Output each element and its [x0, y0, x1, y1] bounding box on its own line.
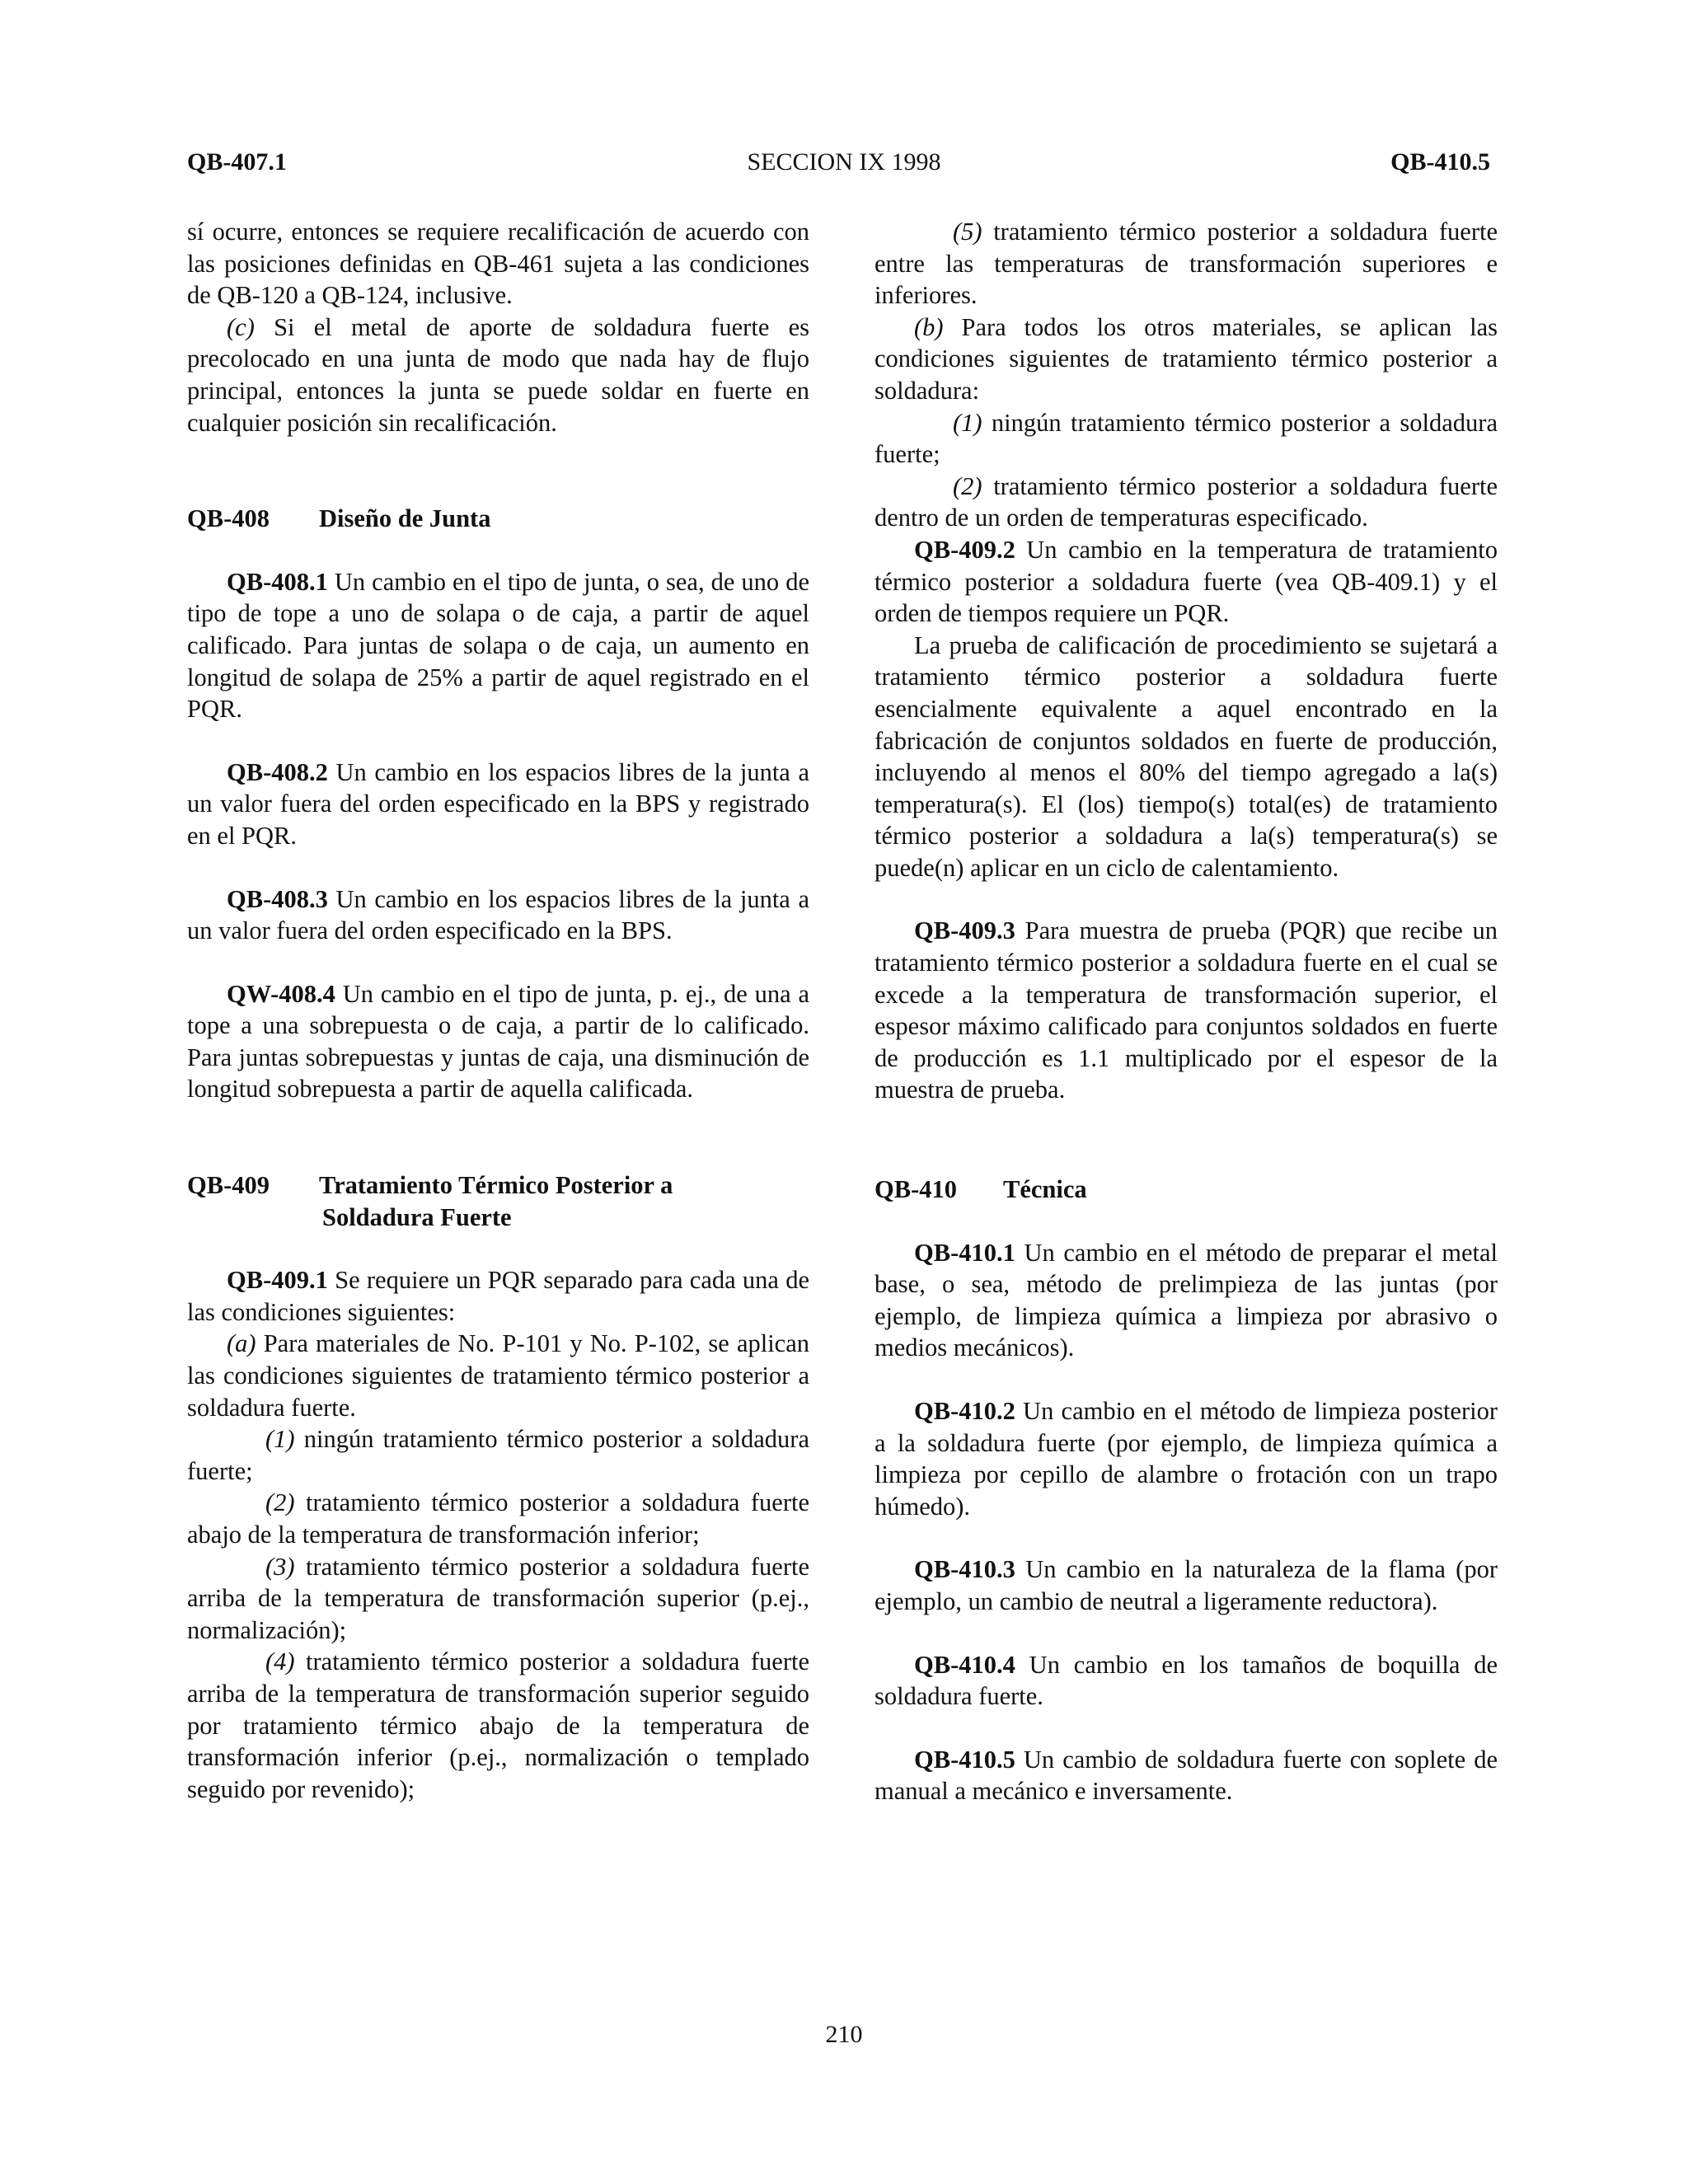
paragraph-qb-410-4	[874, 1649, 1498, 1713]
list-item-b2	[874, 471, 1498, 534]
paragraph-qb-409-1	[187, 1264, 809, 1328]
paragraph-text: ningún tratamiento térmico posterior a soldadura fuerte;	[187, 1425, 809, 1485]
paragraph-text: Un cambio en el tipo de junta, o sea, de uno de tipo de tope a uno de solapa o de caja, a partir de aquel calificado. Para juntas de solapa o de caja, un aumento en longitud de solapa de 25% a partir de aquel registrado en el PQR.	[187, 567, 809, 724]
item-label: (a)	[227, 1329, 256, 1358]
item-label: (2)	[953, 471, 982, 500]
paragraph-text: Un cambio en los tamaños de boquilla de soldadura fuerte.	[874, 1650, 1498, 1711]
paragraph-continuation	[187, 216, 809, 312]
paragraph-text: Un cambio en el tipo de junta, p. ej., de una a tope a una sobrepuesta o de caja, a partir de lo calificado. Para juntas sobrepuestas y juntas de caja, una disminución de longitud sobrepuesta a partir de aquella calificada.	[187, 979, 809, 1104]
paragraph-text: Un cambio en el método de limpieza posterior a la soldadura fuerte (por ejemplo, de limpieza química a limpieza por cepillo de alambre o frotación con un trapo húmedo).	[874, 1397, 1498, 1521]
section-title-line-1: Tratamiento Térmico Posterior a	[319, 1171, 673, 1200]
paragraph-text: tratamiento térmico posterior a soldadura fuerte arriba de la temperatura de transformación superior seguido por tratamiento térmico abajo de la temperatura de transformación inferior (p.ej., normalización o templado seguido por revenido);	[187, 1647, 809, 1803]
clause-ref: QB-408.1	[227, 567, 328, 596]
section-title: Diseño de Junta	[319, 504, 491, 533]
list-item-5	[874, 216, 1498, 312]
section-heading-410	[874, 1174, 1498, 1206]
section-title: Técnica	[1003, 1175, 1087, 1204]
clause-ref: QB-409.2	[914, 535, 1015, 564]
paragraph-qb-408-1	[187, 566, 809, 725]
paragraph-text: ningún tratamiento térmico posterior a soldadura fuerte;	[874, 408, 1498, 469]
paragraph-text: Un cambio de soldadura fuerte con soplete de manual a mecánico e inversamente.	[874, 1745, 1498, 1806]
paragraph-a	[187, 1328, 809, 1423]
clause-ref: QB-410.3	[914, 1555, 1015, 1584]
header-section-title: SECCION IX 1998	[747, 148, 941, 176]
paragraph-text: Se requiere un PQR separado para cada una de las condiciones siguientes:	[187, 1266, 809, 1326]
section-title	[319, 1169, 809, 1233]
paragraph-text: tratamiento térmico posterior a soldadura fuerte dentro de un orden de temperaturas especificado.	[874, 471, 1498, 532]
paragraph-qw-408-4	[187, 978, 809, 1105]
paragraph-text: Un cambio en los espacios libres de la junta a un valor fuera del orden especificado en la BPS.	[187, 884, 809, 945]
paragraph-qb-410-3	[874, 1554, 1498, 1617]
item-label: (5)	[953, 218, 982, 246]
paragraph-text: Para materiales de No. P-101 y No. P-102, se aplican las condiciones siguientes de tratamiento térmico posterior a soldadura fuerte.	[187, 1329, 809, 1422]
paragraph-text: Un cambio en los espacios libres de la junta a un valor fuera del orden especificado en la BPS y registrado en el PQR.	[187, 757, 809, 850]
paragraph-qb-409-3	[874, 915, 1498, 1106]
section-title-line-2: Soldadura Fuerte	[322, 1202, 512, 1231]
section-number: QB-410	[874, 1175, 957, 1204]
left-column	[187, 216, 809, 1805]
list-item-2	[187, 1487, 809, 1550]
paragraph-c	[187, 312, 809, 438]
item-label: (2)	[265, 1488, 295, 1517]
paragraph-text: tratamiento térmico posterior a soldadura fuerte abajo de la temperatura de transformación inferior;	[187, 1488, 809, 1549]
section-number: QB-408	[187, 504, 270, 533]
item-label: (c)	[227, 312, 255, 341]
section-heading-409	[187, 1169, 809, 1233]
paragraph-qb-410-2	[874, 1395, 1498, 1522]
paragraph-text: Para todos los otros materiales, se aplican las condiciones siguientes de tratamiento térmico posterior a soldadura:	[874, 312, 1498, 405]
paragraph-qb-410-1	[874, 1237, 1498, 1364]
clause-ref: QB-410.4	[914, 1650, 1015, 1679]
section-number: QB-409	[187, 1171, 270, 1200]
clause-ref: QB-409.1	[227, 1266, 328, 1295]
paragraph-prueba	[874, 630, 1498, 884]
page-number: 210	[825, 2021, 863, 2048]
paragraph-text: Un cambio en la temperatura de tratamiento térmico posterior a soldadura fuerte (vea QB-409.1) y el orden de tiempos requiere un PQR.	[874, 535, 1498, 628]
paragraph-qb-410-5	[874, 1744, 1498, 1807]
clause-ref: QB-408.3	[227, 884, 328, 913]
paragraph-b	[874, 312, 1498, 407]
item-label: (1)	[265, 1425, 295, 1454]
item-label: (3)	[265, 1552, 295, 1581]
clause-ref: QB-408.2	[227, 757, 328, 786]
item-label: (4)	[265, 1647, 295, 1676]
clause-ref: QW-408.4	[227, 979, 335, 1008]
list-item-3	[187, 1551, 809, 1647]
paragraph-text: La prueba de calificación de procedimiento se sujetará a tratamiento térmico posterior a soldadura fuerte esencialmente equivalente a aquel encontrado en la fabricación de conjuntos soldados en fuerte de producción, incluyendo al menos el 80% del tiempo agregado a la(s) temperatura(s). El (los) tiempo(s) total(es) de tratamiento térmico posterior a soldadura a la(s) temperatura(s) se puede(n) aplicar en un ciclo de calentamiento.	[874, 630, 1498, 882]
section-heading-408	[187, 503, 809, 535]
paragraph-text: Un cambio en la naturaleza de la flama (por ejemplo, un cambio de neutral a ligeramente reductora).	[874, 1555, 1498, 1615]
paragraph-qb-408-3	[187, 883, 809, 947]
clause-ref: QB-409.3	[914, 916, 1015, 945]
item-label: (b)	[914, 312, 944, 341]
clause-ref: QB-410.5	[914, 1745, 1015, 1774]
paragraph-text: tratamiento térmico posterior a soldadura fuerte entre las temperaturas de transformación superiores e inferiores.	[874, 218, 1498, 310]
paragraph-text: tratamiento térmico posterior a soldadura fuerte arriba de la temperatura de transformación superior (p.ej., normalización);	[187, 1552, 809, 1644]
list-item-1	[187, 1423, 809, 1487]
paragraph-qb-409-2	[874, 534, 1498, 630]
header-left-ref: QB-407.1	[187, 148, 287, 176]
paragraph-text: sí ocurre, entonces se requiere recalificación de acuerdo con las posiciones definidas en QB-461 sujeta a las condiciones de QB-120 a QB-124, inclusive.	[187, 218, 809, 310]
paragraph-qb-408-2	[187, 757, 809, 852]
paragraph-text: Para muestra de prueba (PQR) que recibe un tratamiento térmico posterior a soldadura fuerte en el cual se excede a la temperatura de transformación superior, el espesor máximo calificado para conjuntos soldados en fuerte de producción es 1.1 multiplicado por el espesor de la muestra de prueba.	[874, 916, 1498, 1104]
list-item-b1	[874, 407, 1498, 471]
item-label: (1)	[953, 408, 982, 437]
paragraph-text: Un cambio en el método de preparar el metal base, o sea, método de prelimpieza de las juntas (por ejemplo, de limpieza química a limpieza por abrasivo o medios mecánicos).	[874, 1238, 1498, 1362]
clause-ref: QB-410.1	[914, 1238, 1015, 1267]
clause-ref: QB-410.2	[914, 1397, 1015, 1425]
paragraph-text: Si el metal de aporte de soldadura fuerte es precolocado en una junta de modo que nada hay de flujo principal, entonces la junta se puede soldar en fuerte en cualquier posición sin recalificación.	[187, 312, 809, 437]
right-column	[874, 216, 1498, 1807]
list-item-4	[187, 1646, 809, 1805]
header-right-ref: QB-410.5	[1390, 148, 1490, 176]
